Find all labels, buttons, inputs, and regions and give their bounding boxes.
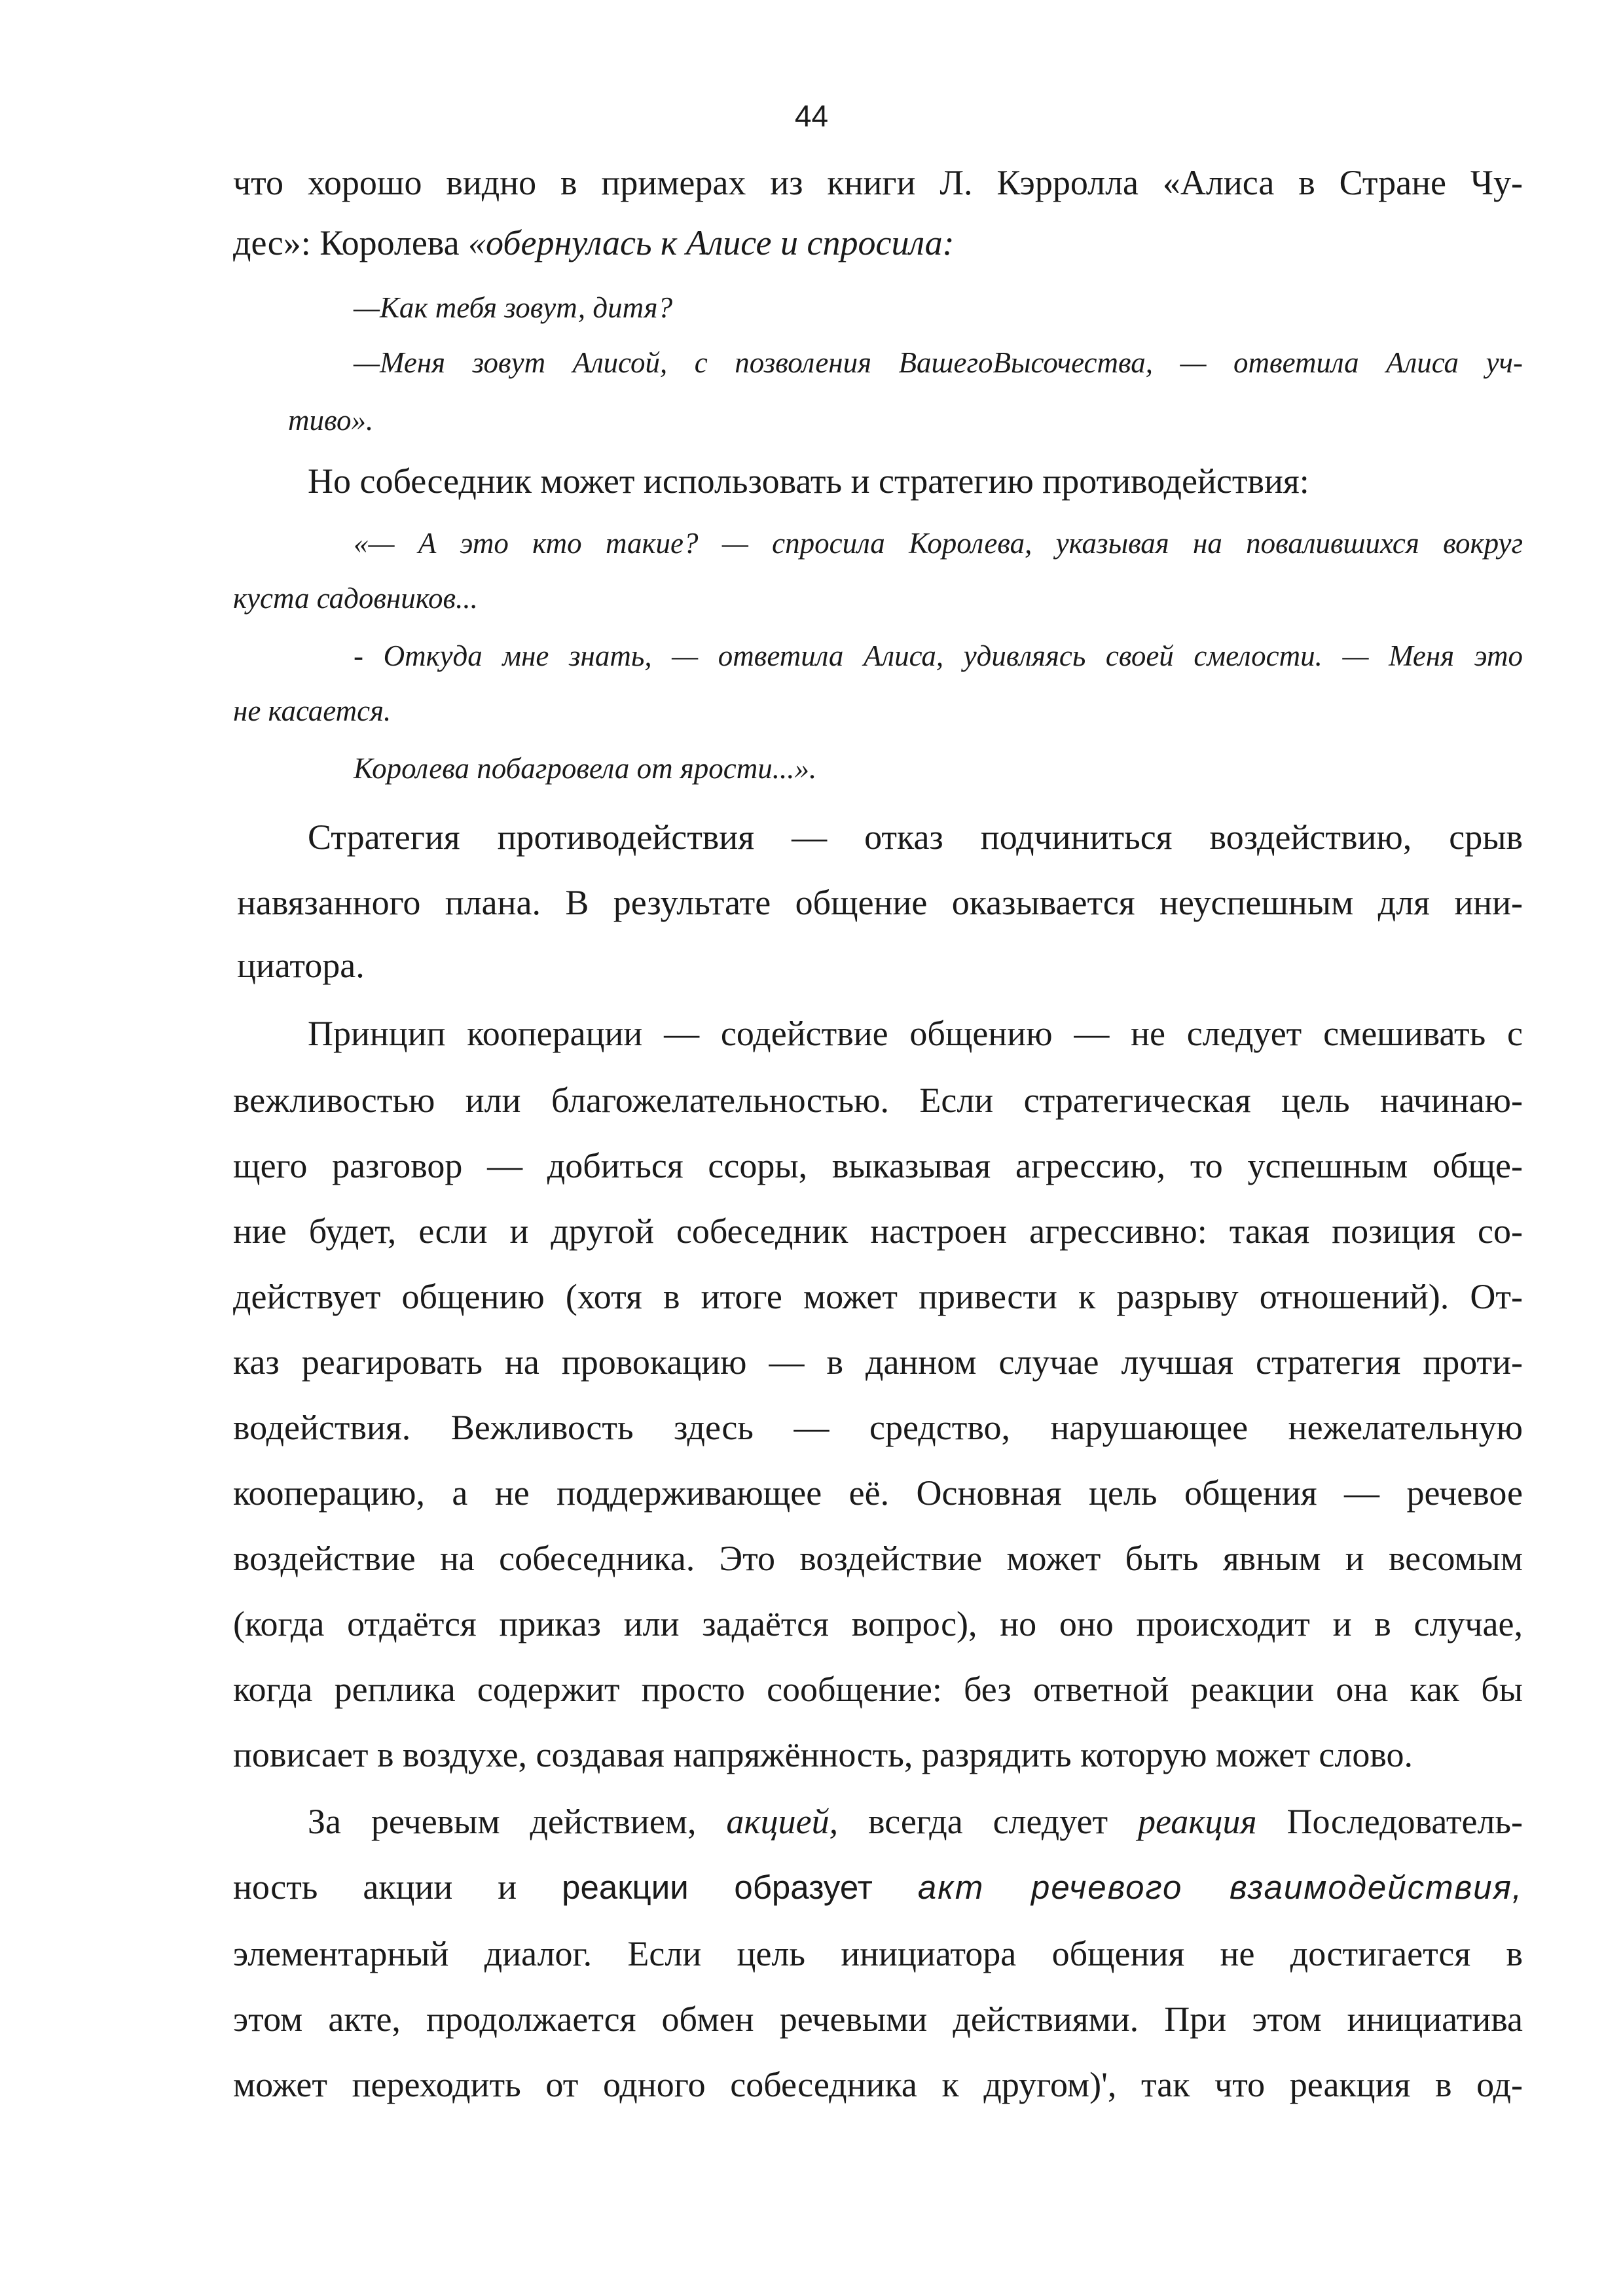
text-line: (когда отдаётся приказ или задаётся вопрос), но оно происходит и в случае,: [233, 1604, 1523, 1643]
italic-term: акт речевого взаимодействия,: [917, 1869, 1523, 1906]
text-line: водействия. Вежливость здесь — средство, нарушающее нежелательную: [233, 1408, 1523, 1447]
text-run: реакции образует: [562, 1869, 873, 1906]
italic-quote: «обернулась к Алисе и спросила:: [468, 223, 955, 262]
quote-line: - Откуда мне знать, — ответила Алиса, удивляясь своей смелости. — Меня это: [354, 639, 1523, 672]
italic-term: реакция: [1138, 1802, 1257, 1841]
quote-line: тиво».: [288, 404, 374, 437]
page-number: 44: [794, 99, 829, 133]
text-line: повисает в воздухе, создавая напряжённость, разрядить которую может слово.: [233, 1735, 1413, 1774]
text-line: Стратегия противодействия — отказ подчиниться воздействию, срыв: [308, 817, 1523, 857]
quote-line: —Как тебя зовут, дитя?: [354, 291, 673, 324]
text-line: элементарный диалог. Если цель инициатора общения не достигается в: [233, 1934, 1523, 1973]
text-line: щего разговор — добиться ссоры, выказывая агрессию, то успешным обще-: [233, 1146, 1523, 1185]
text-line: что хорошо видно в примерах из книги Л. Кэрролла «Алиса в Стране Чу-: [233, 163, 1523, 202]
text-run: ность акции и: [233, 1867, 517, 1907]
text-line: каз реагировать на провокацию — в данном случае лучшая стратегия проти-: [233, 1342, 1523, 1382]
quote-line: Королева побагровела от ярости...».: [354, 752, 817, 785]
text-line: Принцип кооперации — содействие общению — не следует смешивать с: [308, 1014, 1523, 1053]
italic-term: акцией,: [726, 1802, 839, 1841]
quote-line: не касается.: [233, 694, 392, 727]
text-run: дес»: Королева: [233, 223, 460, 262]
text-line: [233, 1869, 1523, 1905]
quote-line: —Меня зовут Алисой, с позволения ВашегоВысочества, — ответила Алиса уч-: [354, 346, 1523, 379]
text-line: навязанного плана. В результате общение оказывается неуспешным для ини-: [237, 883, 1523, 922]
text-line: воздействие на собеседника. Это воздействие может быть явным и весомым: [233, 1539, 1523, 1578]
text-line: циатора.: [237, 946, 365, 985]
text-line: Но собеседник может использовать и стратегию противодействия:: [308, 461, 1309, 501]
text-run: За речевым действием,: [308, 1802, 697, 1841]
text-run: всегда следует: [868, 1802, 1108, 1841]
text-line: этом акте, продолжается обмен речевыми действиями. При этом инициатива: [233, 2000, 1523, 2039]
text-line: ние будет, если и другой собеседник настроен агрессивно: такая позиция со-: [233, 1211, 1523, 1251]
text-line: [308, 1804, 1523, 1839]
text-line: [233, 225, 1523, 260]
text-line: кооперацию, а не поддерживающее её. Основная цель общения — речевое: [233, 1473, 1523, 1513]
text-line: действует общению (хотя в итоге может привести к разрыву отношений). От-: [233, 1277, 1523, 1316]
quote-line: куста садовников...: [233, 582, 478, 615]
text-run: Последователь-: [1286, 1802, 1523, 1841]
text-line: когда реплика содержит просто сообщение: без ответной реакции она как бы: [233, 1670, 1523, 1709]
quote-line: «— А это кто такие? — спросила Королева, указывая на повалившихся вокруг: [354, 527, 1523, 560]
text-line: может переходить от одного собеседника к другом)', так что реакция в од-: [233, 2065, 1523, 2104]
text-line: вежливостью или благожелательностью. Если стратегическая цель начинаю-: [233, 1081, 1523, 1120]
